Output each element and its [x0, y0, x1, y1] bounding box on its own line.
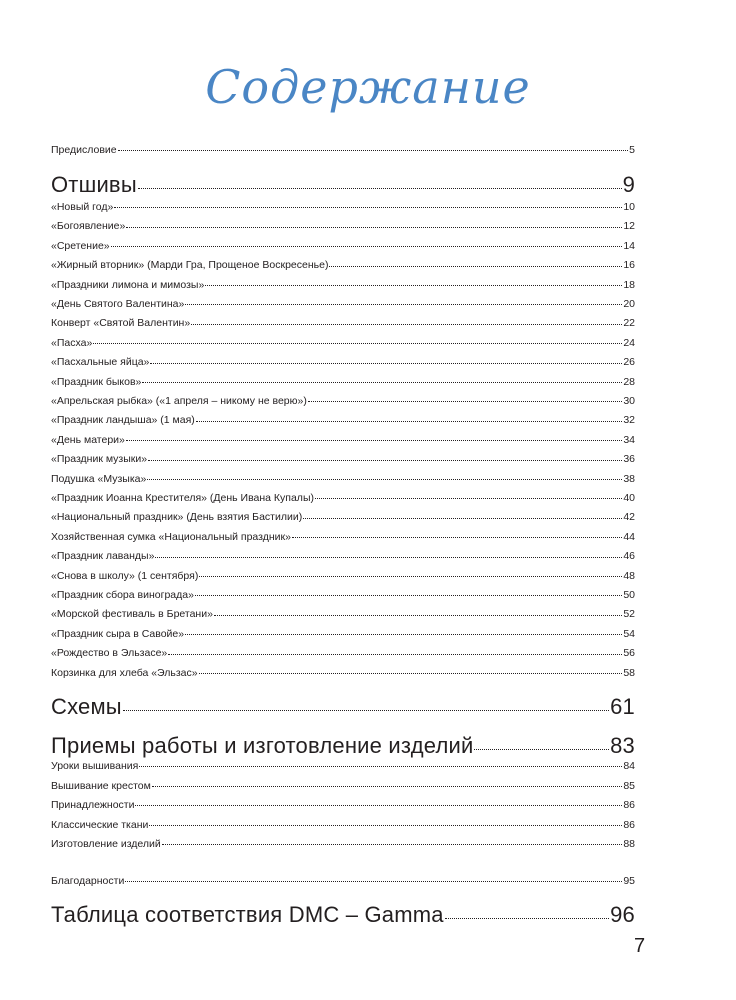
toc-entry-page: 50 — [623, 589, 635, 601]
toc-section-table[interactable] — [51, 902, 635, 930]
toc-section-schemes[interactable] — [51, 694, 635, 722]
toc-entry-label: Классические ткани — [51, 818, 149, 831]
toc-entry-label: «Апрельская рыбка» («1 апреля – никому не верю») — [51, 395, 307, 407]
dot-leader — [147, 477, 622, 480]
toc-entry-label: «Сретение» — [51, 239, 110, 252]
dot-leader — [152, 784, 622, 787]
dot-leader — [155, 555, 622, 558]
dot-leader — [150, 361, 622, 364]
toc-entry-label: Вышивание крестом — [51, 779, 151, 792]
dot-leader — [474, 745, 609, 749]
dot-leader — [125, 880, 622, 883]
toc-entry[interactable] — [51, 589, 635, 603]
toc-entry-page: 46 — [623, 550, 635, 563]
dot-leader — [196, 419, 623, 422]
toc-entry-label: «Национальный праздник» (День взятия Бастилии) — [51, 511, 303, 524]
toc-entry-label: Корзинка для хлеба «Эльзас» — [51, 666, 198, 679]
toc-entry-label: «Праздник Иоанна Крестителя» (День Ивана Купалы) — [51, 492, 314, 504]
toc-entry-page: 14 — [623, 239, 635, 252]
toc-entry[interactable] — [51, 819, 635, 833]
dot-leader — [168, 652, 622, 655]
toc-entry[interactable] — [51, 453, 635, 467]
toc-entry[interactable] — [51, 298, 635, 312]
dot-leader — [214, 613, 622, 616]
toc-entry-label: Предисловие — [51, 144, 117, 156]
dot-leader — [445, 914, 609, 918]
toc-section-page: 61 — [610, 694, 635, 719]
toc-entry[interactable] — [51, 259, 635, 273]
page-title: Содержание — [205, 60, 531, 114]
toc-entry[interactable] — [51, 376, 635, 390]
dot-leader — [292, 536, 622, 539]
dot-leader — [205, 283, 622, 286]
toc-section-page: 9 — [622, 172, 635, 197]
dot-leader — [126, 225, 622, 228]
toc-entry-label: Подушка «Музыка» — [51, 472, 147, 485]
toc-entry-page: 85 — [623, 779, 635, 792]
toc-entry-label: Изготовление изделий — [51, 838, 161, 850]
toc-entry-page: 88 — [623, 838, 635, 850]
toc-entry-thanks[interactable] — [51, 875, 635, 889]
toc-entry[interactable] — [51, 395, 635, 409]
toc-entry-page: 26 — [623, 356, 635, 369]
toc-entry-label: «Праздник сбора винограда» — [51, 589, 194, 601]
toc-entry-page: 54 — [623, 627, 635, 640]
dot-leader — [308, 400, 622, 403]
toc-entry-page: 28 — [623, 375, 635, 388]
toc-entry[interactable] — [51, 838, 635, 852]
dot-leader — [114, 206, 622, 209]
dot-leader — [118, 149, 629, 152]
toc-entry-label: Хозяйственная сумка «Национальный праздник» — [51, 530, 291, 543]
toc-entry-page: 36 — [623, 453, 635, 466]
toc-entry-label: «Богоявление» — [51, 220, 126, 233]
dot-leader — [303, 516, 622, 519]
dot-leader — [142, 380, 622, 383]
toc-entry-label: «Праздник музыки» — [51, 453, 148, 466]
toc-entry-page: 32 — [623, 414, 635, 427]
dot-leader — [111, 245, 623, 248]
dot-leader — [191, 322, 622, 325]
toc-entry-label: Принадлежности — [51, 799, 135, 811]
toc-entry-label: «Рождество в Эльзасе» — [51, 647, 168, 660]
toc-entry-page: 86 — [623, 799, 635, 811]
toc-entry-page: 58 — [623, 666, 635, 679]
toc-entry[interactable] — [51, 414, 635, 428]
toc-entry[interactable] — [51, 317, 635, 331]
toc-entry-page: 22 — [623, 317, 635, 330]
dot-leader — [185, 303, 622, 306]
toc-entry-label: Конверт «Святой Валентин» — [51, 317, 191, 330]
dot-leader — [148, 458, 622, 461]
toc-entry-label: «Пасха» — [51, 336, 93, 349]
toc-entry-label: «День матери» — [51, 433, 125, 446]
toc-entry-page: 86 — [623, 818, 635, 831]
toc-entry[interactable] — [51, 647, 635, 661]
toc-entry-page: 5 — [629, 144, 635, 156]
toc-entry-label: «Праздник лаванды» — [51, 550, 155, 563]
page-number: 7 — [634, 935, 646, 957]
toc-entry-page: 12 — [623, 220, 635, 233]
toc-entry-page: 20 — [623, 298, 635, 310]
dot-leader — [135, 804, 622, 807]
toc-entry-page: 10 — [623, 201, 635, 213]
toc-entry[interactable] — [51, 570, 635, 584]
toc-entry-page: 40 — [623, 492, 635, 504]
toc-entry[interactable] — [51, 531, 635, 545]
toc-entry[interactable] — [51, 356, 635, 370]
toc-section-otshivy[interactable] — [51, 172, 635, 200]
toc-entry[interactable] — [51, 434, 635, 448]
toc-entry-page: 30 — [623, 395, 635, 407]
toc-entry-label: «Праздники лимона и мимозы» — [51, 278, 205, 291]
toc-entry-label: «День Святого Валентина» — [51, 298, 185, 310]
toc-entry-label: «Пасхальные яйца» — [51, 356, 150, 369]
toc-entry-page: 84 — [623, 760, 635, 772]
toc-entry-label: «Снова в школу» (1 сентября) — [51, 569, 199, 582]
dot-leader — [199, 671, 623, 674]
toc-entry-page: 16 — [623, 259, 635, 272]
toc-entry-label: «Праздник быков» — [51, 375, 142, 388]
toc-entry[interactable] — [51, 511, 635, 525]
toc-entry[interactable] — [51, 492, 635, 506]
dot-leader — [162, 843, 623, 846]
toc-entry[interactable] — [51, 608, 635, 622]
toc-entry[interactable] — [51, 799, 635, 813]
toc-entry[interactable] — [51, 760, 635, 774]
dot-leader — [149, 823, 622, 826]
toc-entry-preface[interactable] — [51, 144, 635, 158]
toc-entry-page: 52 — [623, 608, 635, 621]
toc-entry[interactable] — [51, 240, 635, 254]
toc-section-label: Приемы работы и изготовление изделий — [51, 733, 474, 758]
toc-entry-label: «Новый год» — [51, 201, 114, 213]
toc-section-techniques[interactable] — [51, 733, 635, 761]
toc-section-label: Схемы — [51, 694, 122, 719]
dot-leader — [195, 594, 622, 597]
dot-leader — [329, 264, 622, 267]
dot-leader — [185, 633, 622, 636]
toc-entry[interactable] — [51, 337, 635, 351]
dot-leader — [123, 706, 609, 710]
toc-entry-page: 34 — [623, 433, 635, 446]
toc-entry[interactable] — [51, 550, 635, 564]
toc-entry-page: 44 — [623, 530, 635, 543]
toc-entry-page: 56 — [623, 647, 635, 660]
toc-entry[interactable] — [51, 201, 635, 215]
toc-entry[interactable] — [51, 780, 635, 794]
dot-leader — [126, 439, 622, 442]
toc-entry[interactable] — [51, 279, 635, 293]
toc-entry-page: 18 — [623, 278, 635, 291]
toc-entry[interactable] — [51, 220, 635, 234]
toc-entry[interactable] — [51, 667, 635, 681]
toc-section-label: Таблица соответствия DMC – Gamma — [51, 902, 444, 927]
toc-entry-page: 95 — [623, 875, 635, 887]
toc-section-page: 96 — [610, 902, 635, 927]
dot-leader — [139, 765, 622, 768]
toc-entry-label: «Праздник сыра в Савойе» — [51, 627, 185, 640]
toc-entry-label: «Праздник ландыша» (1 мая) — [51, 414, 195, 427]
toc-entry-label: Благодарности — [51, 875, 125, 887]
dot-leader — [199, 574, 622, 577]
toc-section-label: Отшивы — [51, 172, 137, 197]
toc-entry-page: 48 — [623, 569, 635, 582]
dot-leader — [138, 184, 622, 188]
toc-entry-page: 24 — [623, 336, 635, 349]
toc-entry-page: 42 — [623, 511, 635, 524]
toc-entry-label: «Морской фестиваль в Бретани» — [51, 608, 213, 621]
toc-section-page: 83 — [610, 733, 635, 758]
toc-entry-page: 38 — [623, 472, 635, 485]
dot-leader — [315, 497, 622, 500]
toc-entry-label: Уроки вышивания — [51, 760, 139, 772]
toc-entry[interactable] — [51, 473, 635, 487]
dot-leader — [93, 342, 622, 345]
toc-entry-label: «Жирный вторник» (Марди Гра, Прощеное Воскресенье) — [51, 259, 329, 272]
toc-entry[interactable] — [51, 628, 635, 642]
